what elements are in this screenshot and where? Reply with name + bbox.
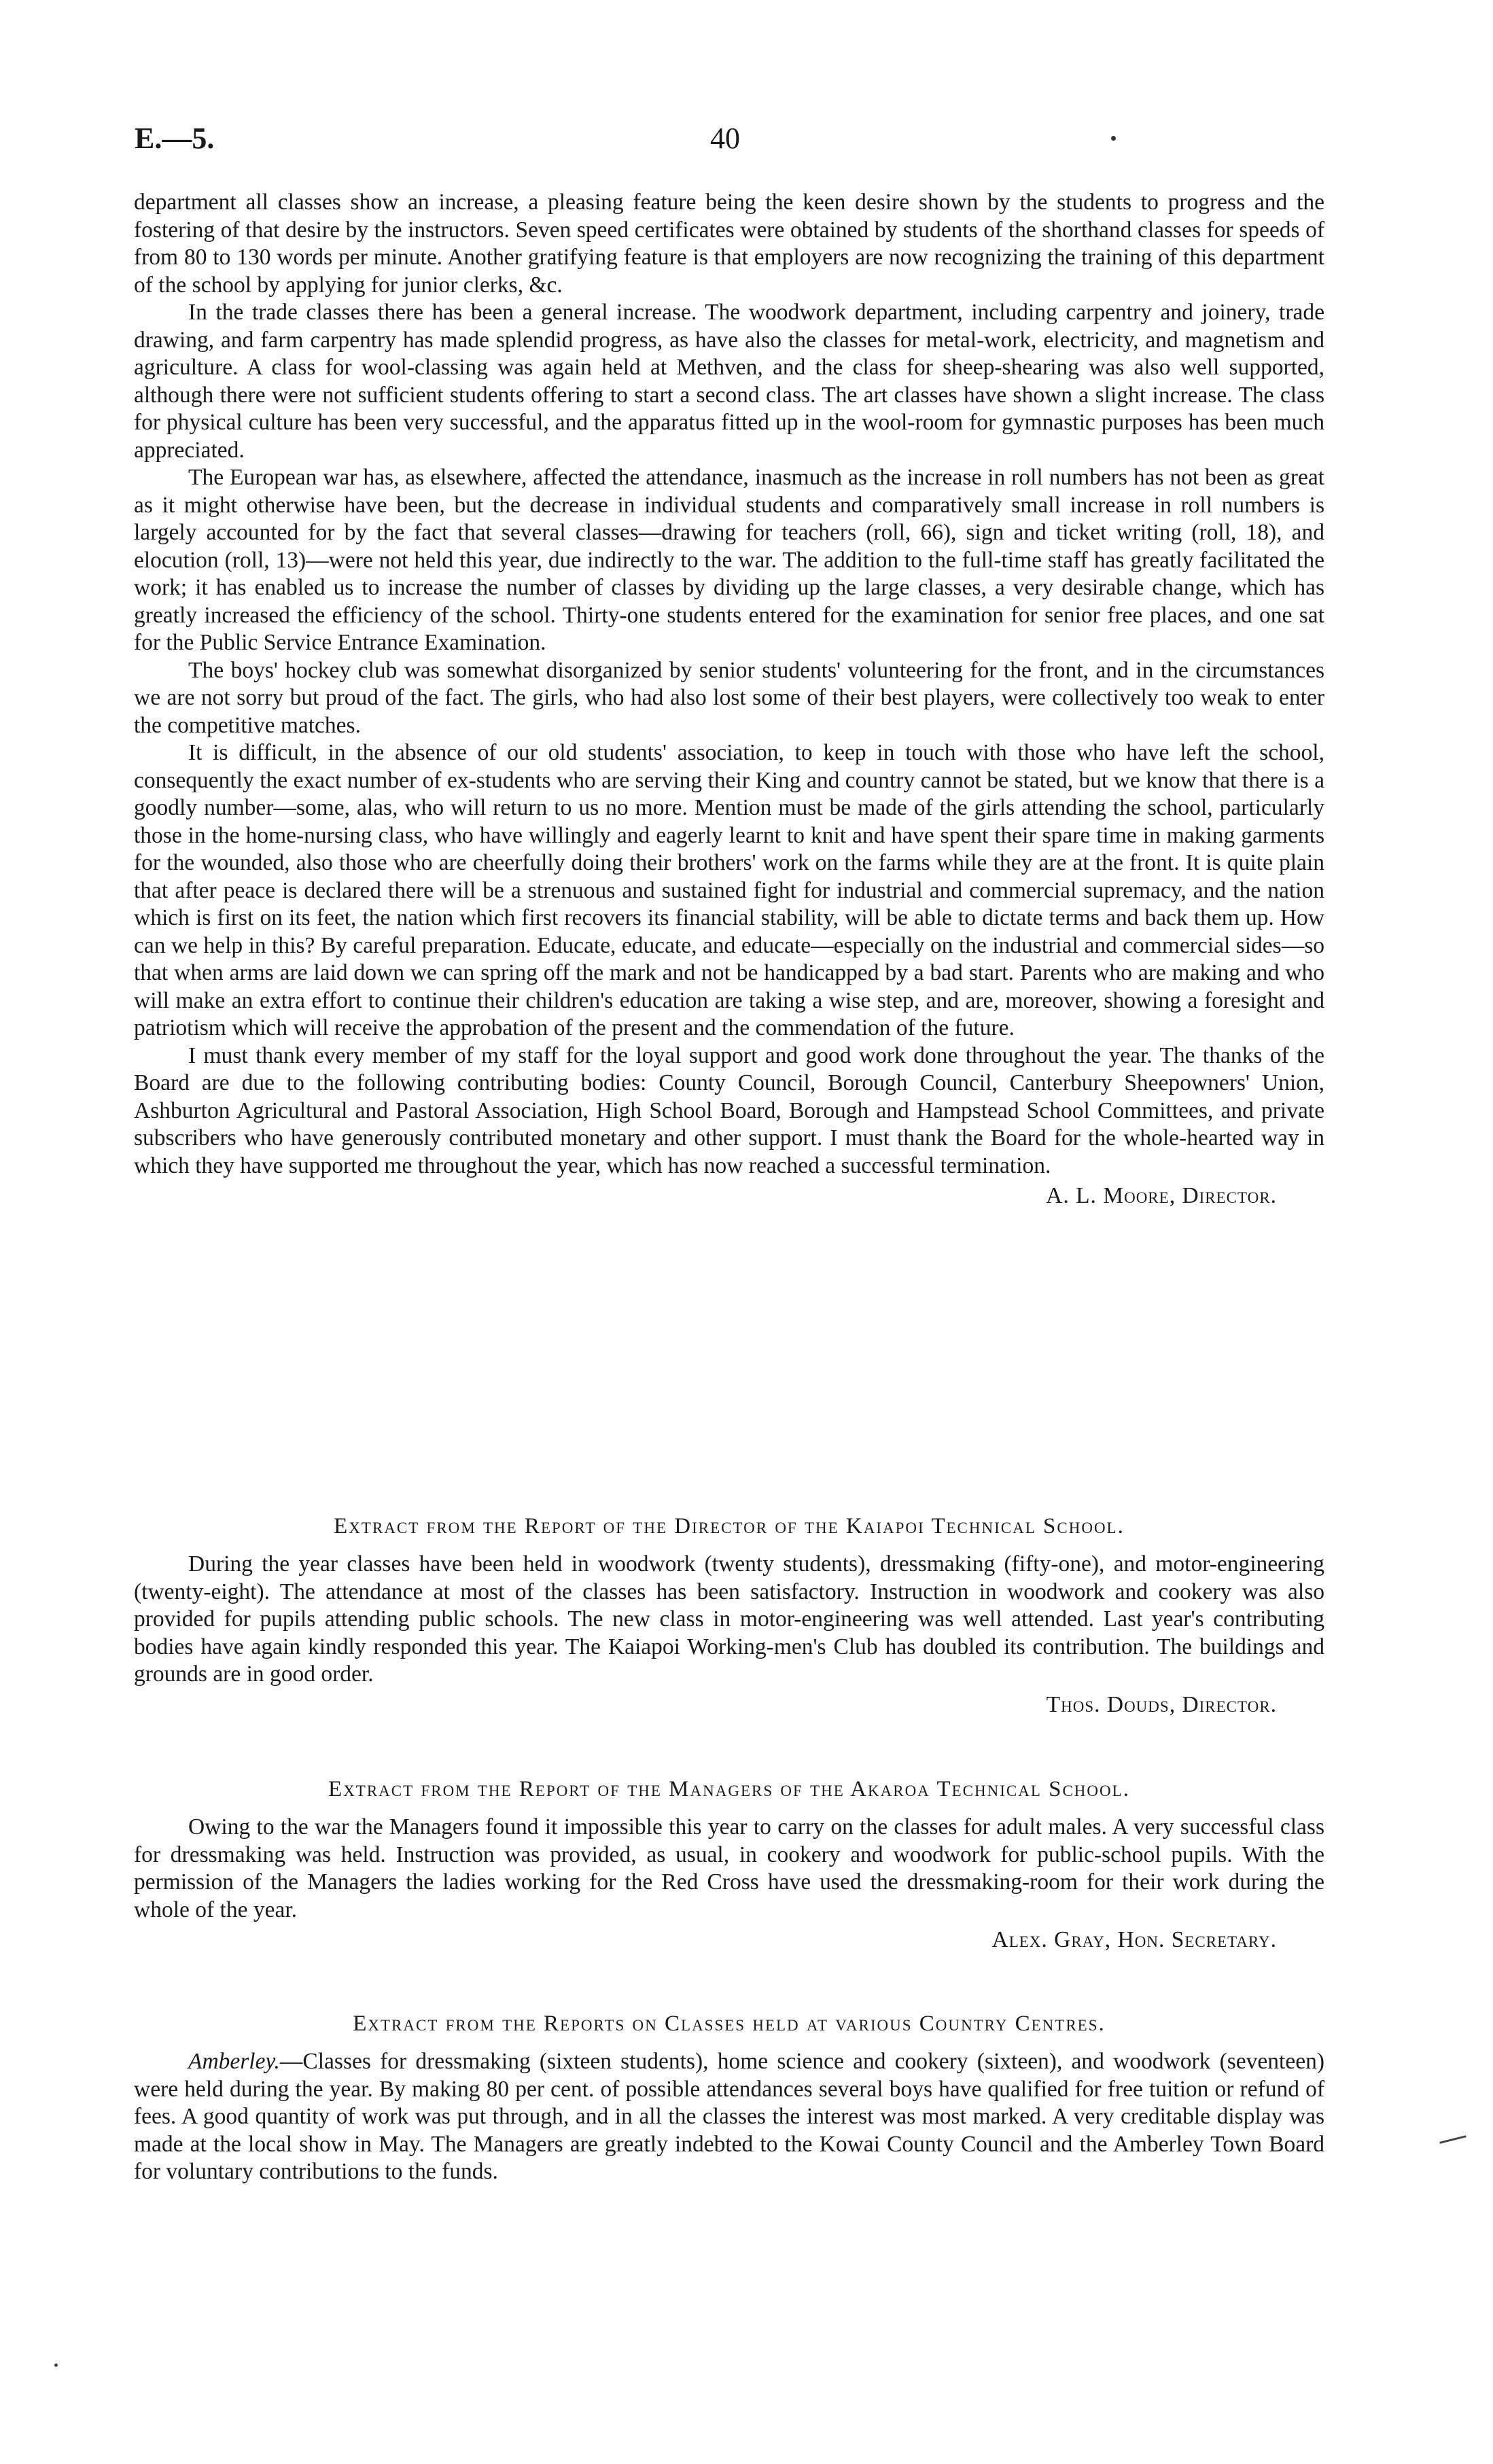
paragraph: The boys' hockey club was somewhat disorganized by senior students' volunteering for the front, and in the circumstances we are not sorry but proud of the fact. The girls, who had also lost some of their best players, were collectively too weak to enter the competitive matches.	[134, 657, 1324, 738]
paragraph: During the year classes have been held in woodwork (twenty students), dressmaking (fifty-one), and motor-engineering (twenty-eight). The attendance at most of the classes has been satisfactory. Instruction in woodwork and cookery was also provided for pupils attending public schools. The new class in motor-engineering was well attended. Last year's contributing bodies have again kindly responded this year. The Kaiapoi Working-men's Club has doubled its contribution. The buildings and grounds are in good order.	[134, 1551, 1324, 1687]
paragraph: I must thank every member of my staff for the loyal support and good work done throughout the year. The thanks of the Board are due to the following contributing bodies: County Council, Borough Council, Canterbury Sheepowners' Union, Ashburton Agricultural and Pastoral Association, High School Board, Borough and Hampstead School Committees, and private subscribers who have generously contributed monetary and other support. I must thank the Board for the whole-hearted way in which they have supported me throughout the year, which has now reached a successful termination.	[134, 1042, 1324, 1178]
section-heading: Extract from the Report of the Managers of the Akaroa Technical School.	[328, 1777, 1130, 1801]
paragraph: It is difficult, in the absence of our old students' association, to keep in touch with those who have left the school, consequently the exact number of ex-students who are serving their King and country cannot be stated, but we know that there is a goodly number—some, alas, who will return to us no more. Mention must be made of the girls attending the school, particularly those in the home-nursing class, who have willingly and eagerly learnt to knit and have spent their spare time in making garments for the wounded, also those who are cheerfully doing their brothers' work on the farms while they are at the front. It is quite plain that after peace is declared there will be a strenuous and sustained fight for industrial and commercial supremacy, and the nation which is first on its feet, the nation which first recovers its financial stability, will be able to dictate terms and back them up. How can we help in this? By careful preparation. Educate, educate, and educate—especially on the industrial and commercial sides—so that when arms are laid down we can spring off the mark and not be handicapped by a bad start. Parents who are making and who will make an extra effort to continue their children's education are taking a wise step, and are, moreover, showing a foresight and patriotism which will receive the approbation of the present and the commendation of the future.	[134, 740, 1324, 1040]
header-dot-mark	[1111, 136, 1116, 141]
margin-scan-mark	[54, 2363, 58, 2367]
paragraph: Owing to the war the Managers found it impossible this year to carry on the classes for adult males. A very successful class for dressmaking was held. Instruction was provided, as usual, in cookery and woodwork for public-school pupils. With the permission of the Managers the ladies working for the Red Cross have used the dressmaking-room for their work during the whole of the year.	[134, 1814, 1324, 1922]
document-reference: E.—5.	[135, 122, 215, 155]
section-heading: Extract from the Reports on Classes held at various Country Centres.	[353, 2011, 1106, 2036]
signature: Alex. Gray, Hon. Secretary.	[991, 1927, 1277, 1952]
signature: A. L. Moore, Director.	[1046, 1183, 1277, 1208]
kaiapoi-section	[134, 1551, 1324, 1719]
margin-scan-mark	[1439, 2135, 1466, 2144]
section-heading: Extract from the Report of the Director of the Kaiapoi Technical School.	[334, 1514, 1125, 1538]
place-name: Amberley.	[188, 2049, 280, 2074]
paragraph-text: —Classes for dressmaking (sixteen students), home science and cookery (sixteen), and woodwork (seventeen) were held during the year. By making 80 per cent. of possible attendances several boys have qualified for free tuition or refund of fees. A good quantity of work was put through, and in all the classes the interest was most marked. A very creditable display was made at the local show in May. The Managers are greatly indebted to the Kowai County Council and the Amberley Town Board for voluntary contributions to the funds.	[134, 2049, 1324, 2184]
paragraph	[134, 2048, 1324, 2186]
paragraph: The European war has, as elsewhere, affected the attendance, inasmuch as the increase in roll numbers has not been as great as it might otherwise have been, but the decrease in individual students and comparatively small increase in roll numbers is largely accounted for by the fact that several classes—drawing for teachers (roll, 66), sign and ticket writing (roll, 18), and elocution (roll, 13)—were not held this year, due indirectly to the war. The addition to the full-time staff has greatly facilitated the work; it has enabled us to increase the number of classes by dividing up the large classes, a very desirable change, which has greatly increased the efficiency of the school. Thirty-one students entered for the examination for senior free places, and one sat for the Public Service Entrance Examination.	[134, 465, 1324, 655]
signature: Thos. Douds, Director.	[1046, 1691, 1277, 1717]
paragraph: In the trade classes there has been a general increase. The woodwork department, including carpentry and joinery, trade drawing, and farm carpentry has made splendid progress, as have also the classes for metal-work, electricity, and magnetism and agriculture. A class for wool-classing was again held at Methven, and the class for sheep-shearing was also well supported, although there were not sufficient students offering to start a second class. The art classes have shown a slight increase. The class for physical culture has been very successful, and the apparatus fitted up in the wool-room for gymnastic purposes has been much appreciated.	[134, 300, 1324, 463]
page-number: 40	[710, 122, 740, 155]
report-continued-section	[134, 189, 1324, 1210]
paragraph: department all classes show an increase, a pleasing feature being the keen desire shown by the students to progress and the fostering of that desire by the instructors. Seven speed certificates were obtained by students of the shorthand classes for speeds of from 80 to 130 words per minute. Another gratifying feature is that employers are now recognizing the training of this department of the school by applying for junior clerks, &c.	[134, 190, 1324, 298]
country-centres-section	[134, 2048, 1324, 2186]
akaroa-section	[134, 1814, 1324, 1954]
